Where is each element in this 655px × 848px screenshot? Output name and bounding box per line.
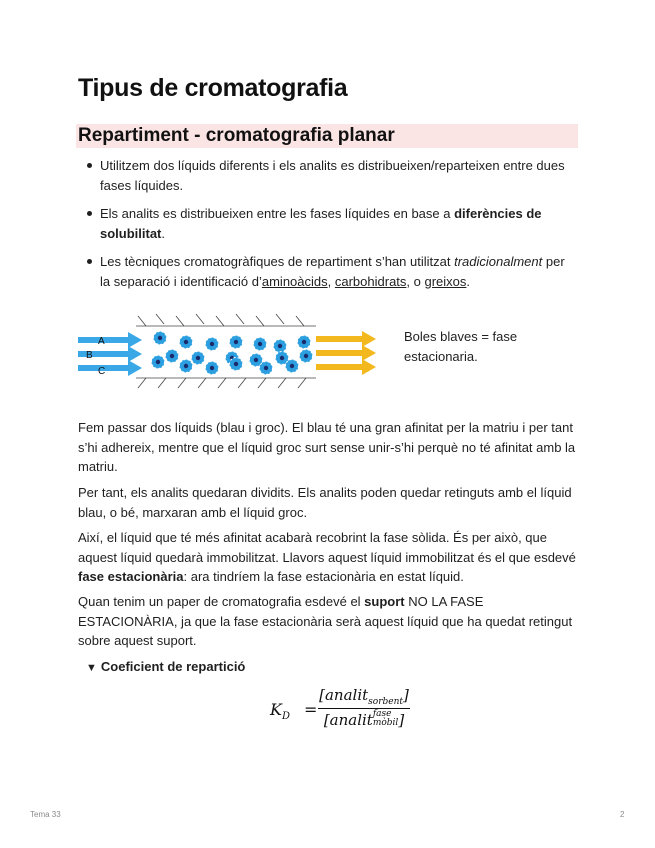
formula-numerator: [analit$_{sorbent}$] (319, 686, 409, 707)
link-fats[interactable]: greixos (424, 273, 467, 289)
stationary-ball-core (170, 354, 174, 358)
separator: , (327, 273, 335, 289)
stationary-ball-core (254, 358, 258, 362)
bullet-text-end: . (161, 225, 166, 241)
diagram-label-c: C (98, 366, 106, 377)
bullet-item (78, 252, 578, 291)
toggle-label[interactable]: Coeficient de repartició (100, 659, 246, 674)
paragraph-4 (78, 592, 578, 651)
arrow-in-a (78, 332, 142, 348)
bullet-list (78, 156, 578, 300)
footer-left: Tema 33 (30, 810, 61, 819)
outflow-arrows (316, 331, 376, 375)
bold-text: fase estacionària (78, 569, 184, 584)
italic-text: tradicionalment (454, 254, 543, 269)
stationary-phase-balls (152, 332, 313, 375)
formula-equals: = (304, 700, 318, 719)
toggle-coeficient[interactable] (86, 657, 245, 678)
bullet-item (78, 156, 578, 195)
page-number: 2 (620, 810, 625, 819)
stationary-ball-core (302, 340, 306, 344)
stationary-ball-core (258, 342, 262, 346)
bullet-text: Utilitzem dos líquids diferents i els analits es distribueixen/reparteixen entre dues fases líquides. (100, 158, 565, 193)
paragraph-text: : ara tindríem la fase estacionària en estat líquid. (183, 569, 464, 584)
stationary-ball-core (210, 342, 214, 346)
paragraph-1: Fem passar dos líquids (blau i groc). El blau té una gran afinitat per la matriu i per tant s’hi adhereix, mentre que el líquid groc surt sense unir-s’hi perquè no té afinitat amb la matriu. (78, 420, 576, 474)
diagram-label-a: A (98, 336, 105, 347)
separator: . (466, 273, 471, 289)
stationary-ball-core (196, 356, 200, 360)
diagram-caption: Boles blaves = fase estacionaria. (404, 329, 518, 364)
hatch-lines-bottom (138, 378, 306, 388)
paragraph-text: NO LA FASE ESTACIONÀRIA, ja que la fase estacionària serà aquest líquid que ha quedat retingut sobre aquest suport. (78, 594, 573, 648)
stationary-ball-core (234, 340, 238, 344)
arrow-out-1 (316, 331, 376, 347)
fraction-bar (318, 708, 410, 709)
paragraph-text: Així, el líquid que té més afinitat acabarà recobrint la fase sòlida. És per això, que aquest líquid quedarà immobilitzat. Llavors aquest líquid immobilitzat és el que esdevé (78, 530, 576, 565)
link-carbohydrates[interactable]: carbohidrats (334, 273, 407, 289)
stationary-ball-core (210, 366, 214, 370)
stationary-ball-core (158, 336, 162, 340)
bold-text: diferències de solubilitat (100, 206, 542, 241)
stationary-ball-core (156, 360, 160, 364)
formula-denominator: [analitfase mòbil] (323, 709, 405, 729)
bullet-item (78, 204, 578, 243)
link-aminoacids[interactable]: aminoàcids (261, 273, 328, 289)
stationary-ball-core (280, 356, 284, 360)
stationary-ball-core (278, 344, 282, 348)
paragraph-3 (78, 528, 578, 587)
hatch-lines-top (138, 314, 304, 326)
stationary-ball-core (184, 340, 188, 344)
arrow-in-c (78, 360, 142, 376)
formula-lhs: $K_D$ (270, 700, 290, 723)
stationary-ball-core (264, 366, 268, 370)
stationary-ball-core (304, 354, 308, 358)
section-heading: Repartiment - cromatografia planar (78, 125, 395, 146)
paragraph-text: Quan tenim un paper de cromatografia esdevé el (78, 594, 365, 609)
stationary-ball-core (184, 364, 188, 368)
stationary-ball-core (234, 362, 238, 366)
arrow-out-2 (316, 345, 376, 361)
diagram-label-b: B (86, 350, 93, 361)
bullet-text: per la separació i identificació d’ (100, 254, 565, 289)
bold-text: suport (364, 594, 405, 609)
bullet-text: Les tècniques cromatogràfiques de repartiment s’han utilitzat (100, 254, 455, 269)
paragraph-2: Per tant, els analits quedaran dividits. Els analits poden quedar retinguts amb el líquid blau, o bé, marxaran amb el líquid groc. (78, 485, 572, 520)
separator: , o (406, 273, 425, 289)
bullet-text: Els analits es distribueixen entre les fases líquides en base a (100, 206, 455, 221)
formula-fraction (318, 686, 410, 730)
chromatography-diagram (76, 312, 386, 392)
arrow-out-3 (316, 359, 376, 375)
triangle-down-icon[interactable]: ▼ (86, 662, 97, 674)
page-title: Tipus de cromatografia (78, 74, 348, 102)
stationary-ball-core (290, 364, 294, 368)
